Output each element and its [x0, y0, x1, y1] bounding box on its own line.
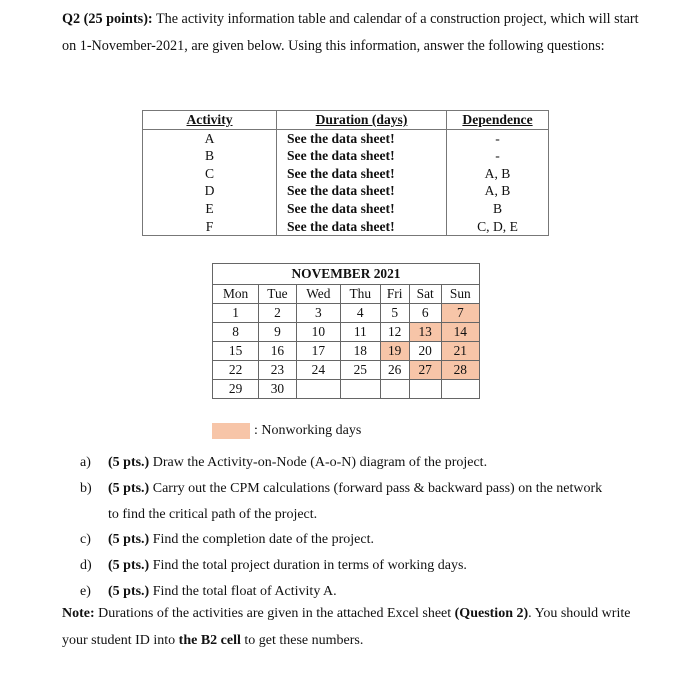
legend [212, 423, 361, 439]
date-cell: 25 [340, 361, 380, 380]
date-cell: 9 [259, 323, 297, 342]
question-label: Q2 (25 points): [62, 11, 153, 27]
calendar-title: NOVEMBER 2021 [213, 264, 480, 285]
date-cell: 20 [409, 342, 441, 361]
calendar-week [213, 323, 480, 342]
table-row [143, 182, 549, 200]
day-fri: Fri [380, 285, 409, 304]
subquestion-label: c) [80, 532, 91, 548]
activity-cell: E [143, 200, 277, 218]
calendar-week [213, 361, 480, 380]
subquestion-label: a) [80, 455, 91, 470]
date-cell: 5 [380, 304, 409, 323]
empty-date-cell [409, 380, 441, 399]
subquestion-points: (5 pts.) [108, 480, 150, 496]
note-text-1: Durations of the activities are given in the attached Excel sheet [94, 606, 455, 621]
day-wed: Wed [296, 285, 340, 304]
table-row [143, 129, 549, 147]
nonworking-date-cell: 7 [441, 304, 479, 323]
duration-cell: See the data sheet! [277, 182, 447, 200]
calendar-week [213, 304, 480, 323]
activity-cell: A [143, 129, 277, 147]
date-cell: 30 [259, 380, 297, 399]
empty-date-cell [380, 380, 409, 399]
date-cell: 24 [296, 361, 340, 380]
subquestions [80, 450, 660, 605]
activity-cell: F [143, 218, 277, 236]
duration-cell: See the data sheet! [277, 129, 447, 147]
day-tue: Tue [259, 285, 297, 304]
note-text-2: . You should write your student ID into [62, 606, 631, 648]
calendar-week [213, 342, 480, 361]
subquestion-label: e) [80, 583, 91, 599]
question-text [62, 6, 642, 59]
subquestion-points: (5 pts.) [108, 558, 150, 574]
date-cell: 1 [213, 304, 259, 323]
day-sun: Sun [441, 285, 479, 304]
nonworking-date-cell: 21 [441, 342, 479, 361]
activity-table-header [143, 111, 549, 130]
date-cell: 23 [259, 361, 297, 380]
subquestion-c [80, 527, 660, 553]
subquestion-text: Draw the Activity-on-Node (A-o-N) diagram of the project. [149, 455, 488, 470]
nonworking-date-cell: 19 [380, 342, 409, 361]
duration-cell: See the data sheet! [277, 165, 447, 183]
nonworking-date-cell: 14 [441, 323, 479, 342]
nonworking-date-cell: 13 [409, 323, 441, 342]
date-cell: 12 [380, 323, 409, 342]
note-bold-1: (Question 2) [454, 606, 529, 621]
subquestion-points: (5 pts.) [108, 583, 150, 599]
header-activity: Activity [143, 111, 277, 130]
subquestion-d [80, 553, 660, 579]
dependence-cell: A, B [484, 183, 511, 199]
subquestion-points: (5 pts.) [108, 455, 150, 470]
date-cell: 3 [296, 304, 340, 323]
subquestion-text: Carry out the CPM calculations (forward pass & backward pass) on the network [149, 480, 603, 496]
question-body: The activity information table and calendar of a construction project, which will start on 1-November-2021, are given below. Using this information, answer the following questions: [62, 11, 639, 54]
subquestion-a [80, 450, 660, 476]
dependence-cell: C, D, E [477, 218, 518, 234]
subquestion-text: Find the completion date of the project. [149, 532, 374, 548]
date-cell: 11 [340, 323, 380, 342]
nonworking-date-cell: 27 [409, 361, 441, 380]
table-row [143, 218, 549, 236]
table-row [143, 200, 549, 218]
date-cell: 18 [340, 342, 380, 361]
activity-cell: C [143, 165, 277, 183]
activity-cell: B [143, 147, 277, 165]
calendar-week [213, 380, 480, 399]
date-cell: 26 [380, 361, 409, 380]
empty-date-cell [340, 380, 380, 399]
date-cell: 16 [259, 342, 297, 361]
table-row [143, 147, 549, 165]
date-cell: 4 [340, 304, 380, 323]
dependence-cell: - [495, 130, 500, 146]
legend-text: : Nonworking days [254, 423, 362, 438]
note-bold-2: the B2 cell [178, 632, 241, 648]
dependence-cell: B [492, 200, 503, 216]
date-cell: 15 [213, 342, 259, 361]
empty-date-cell [296, 380, 340, 399]
date-cell: 6 [409, 304, 441, 323]
dependence-cell: A, B [484, 165, 511, 181]
subquestion-label: d) [80, 558, 92, 574]
dependence-cell: - [495, 148, 500, 164]
table-row [143, 165, 549, 183]
subquestion-b-continuation: to find the critical path of the project. [108, 506, 318, 522]
subquestion-points: (5 pts.) [108, 532, 150, 548]
date-cell: 8 [213, 323, 259, 342]
subquestion-label: b) [80, 480, 92, 496]
nonworking-swatch [212, 423, 250, 439]
calendar-day-header [213, 285, 480, 304]
day-mon: Mon [213, 285, 259, 304]
subquestion-text: Find the total project duration in terms of working days. [149, 558, 467, 574]
nonworking-date-cell: 28 [441, 361, 479, 380]
header-dependence: Dependence [462, 112, 533, 127]
note-text-3: to get these numbers. [240, 632, 364, 648]
date-cell: 22 [213, 361, 259, 380]
subquestion-text: Find the total float of Activity A. [149, 583, 337, 599]
date-cell: 10 [296, 323, 340, 342]
duration-cell: See the data sheet! [277, 147, 447, 165]
activity-table [142, 110, 549, 236]
november-calendar [212, 263, 480, 399]
activity-cell: D [143, 182, 277, 200]
duration-cell: See the data sheet! [277, 200, 447, 218]
duration-cell: See the data sheet! [277, 218, 447, 236]
day-thu: Thu [340, 285, 380, 304]
date-cell: 17 [296, 342, 340, 361]
note-label: Note: [62, 606, 95, 621]
header-duration: Duration (days) [277, 111, 447, 130]
date-cell: 29 [213, 380, 259, 399]
day-sat: Sat [409, 285, 441, 304]
date-cell: 2 [259, 304, 297, 323]
empty-date-cell [441, 380, 479, 399]
note [62, 601, 642, 654]
subquestion-b [80, 476, 660, 502]
